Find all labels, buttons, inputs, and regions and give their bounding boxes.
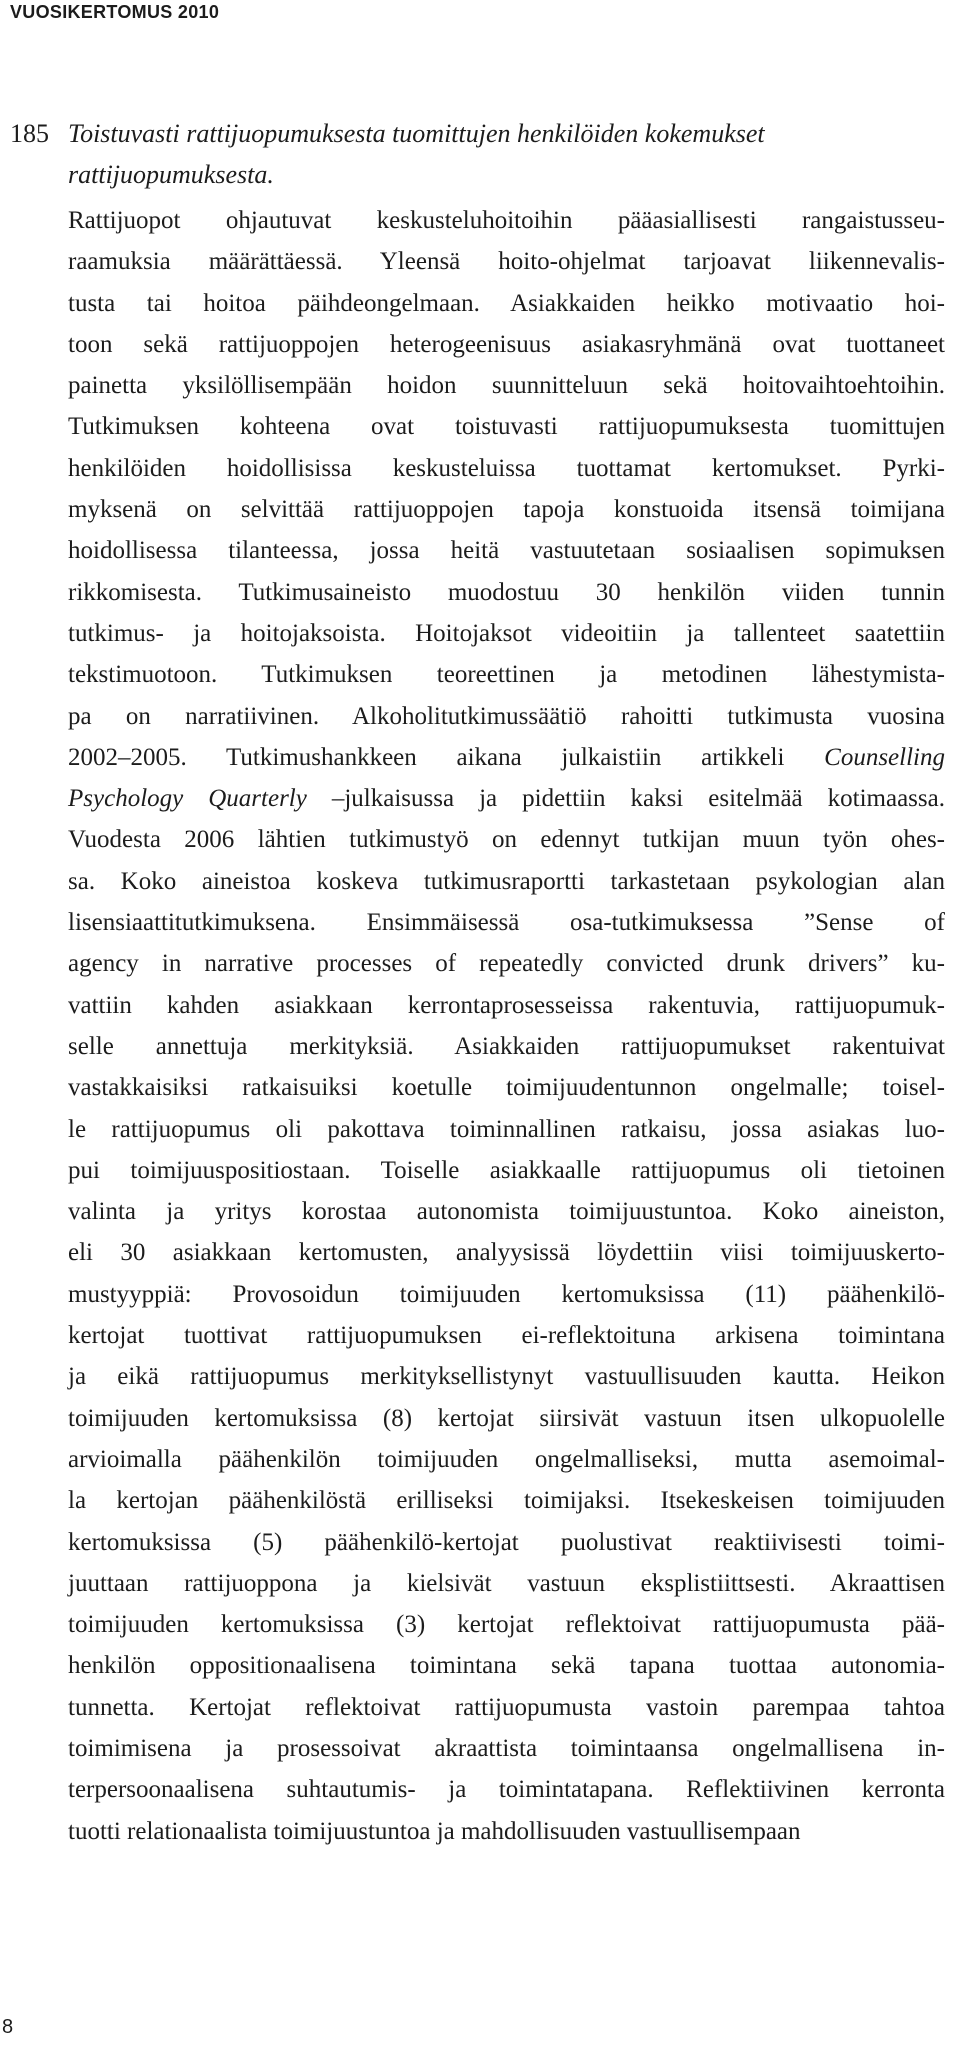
text-line-with-journal xyxy=(68,737,945,778)
text-line: agency in narrative processes of repeatedly convicted drunk drivers” ku- xyxy=(68,950,945,978)
text-line: kertojat tuottivat rattijuopumuksen ei-reflektoituna arkisena toimintana xyxy=(68,1322,945,1350)
text-line: le rattijuopumus oli pakottava toiminnallinen ratkaisu, jossa asiakas luo- xyxy=(68,1115,945,1143)
journal-name-part: Psychology Quarterly xyxy=(68,785,307,813)
text-line: juuttaan rattijuoppona ja kielsivät vastuun eksplistiittsesti. Akraattisen xyxy=(68,1569,945,1597)
text-line: toimimisena ja prosessoivat akraattista toimintaansa ongelmallisena in- xyxy=(68,1734,945,1762)
text-line: Rattijuopot ohjautuvat keskusteluhoitoihin pääasiallisesti rangaistusseu- xyxy=(68,207,945,234)
text-line: toimijuuden kertomuksissa (8) kertojat siirsivät vastuun itsen ulkopuolelle xyxy=(68,1404,945,1432)
text-line: Vuodesta 2006 lähtien tutkimustyö on edennyt tutkijan muun työn ohes- xyxy=(68,826,945,854)
text-line: tutkimus- ja hoitojaksoista. Hoitojaksot videoitiin ja tallenteet saatettiin xyxy=(68,619,945,647)
text-line: la kertojan päähenkilöstä erilliseksi toimijaksi. Itsekeskeisen toimijuuden xyxy=(68,1487,945,1515)
text-segment: – xyxy=(306,785,345,813)
text-line: vattiin kahden asiakkaan kerrontaprosesseissa rakentuvia, rattijuopumuk- xyxy=(68,991,945,1019)
text-line: ja eikä rattijuopumus merkityksellistynyt vastuullisuuden kautta. Heikon xyxy=(68,1363,945,1391)
text-line: hoidollisessa tilanteessa, jossa heitä vastuutetaan sosiaalisen sopimuksen xyxy=(68,537,945,565)
journal-name-part: Counselling xyxy=(824,743,945,771)
text-line: kertomuksissa (5) päähenkilö-kertojat puolustivat reaktiivisesti toimi- xyxy=(68,1528,945,1556)
entry-title: Toistuvasti rattijuopumuksesta tuomittujen henkilöiden kokemukset rattijuopumuksesta. xyxy=(68,119,765,189)
text-line-with-journal xyxy=(68,778,945,819)
text-line: tusta tai hoitoa päihdeongelmaan. Asiakkaiden heikko motivaatio hoi- xyxy=(68,289,945,317)
text-line: pui toimijuuspositiostaan. Toiselle asiakkaalle rattijuopumus oli tietoinen xyxy=(68,1156,945,1184)
text-line: toon sekä rattijuoppojen heterogeenisuus asiakasryhmänä ovat tuottaneet xyxy=(68,330,945,358)
text-line: henkilöiden hoidollisissa keskusteluissa tuottamat kertomukset. Pyrki- xyxy=(68,454,945,482)
text-line: tekstimuotoon. Tutkimuksen teoreettinen ja metodinen lähestymista- xyxy=(68,661,945,689)
text-line: valinta ja yritys korostaa autonomista toimijuustuntoa. Koko aineiston, xyxy=(68,1198,945,1226)
text-line: eli 30 asiakkaan kertomusten, analyysissä löydettiin viisi toimijuuskerto- xyxy=(68,1239,945,1267)
text-line: arvioimalla päähenkilön toimijuuden ongelmalliseksi, mutta asemoimal- xyxy=(68,1445,945,1473)
text-segment: 2002–2005. Tutkimushankkeen aikana julkaistiin artikkeli xyxy=(68,743,825,771)
text-line: raamuksia määrättäessä. Yleensä hoito-ohjelmat tarjoavat liikennevalis- xyxy=(68,248,945,276)
text-line: selle annettuja merkityksiä. Asiakkaiden rattijuopumukset rakentuivat xyxy=(68,1032,945,1060)
text-line: mustyyppiä: Provosoidun toimijuuden kertomuksissa (11) päähenkilö- xyxy=(68,1280,945,1308)
text-line: myksenä on selvittää rattijuoppojen tapoja konstuoida itsensä toimijana xyxy=(68,496,945,524)
running-head: VUOSIKERTOMUS 2010 xyxy=(10,2,220,22)
text-line: rikkomisesta. Tutkimusaineisto muodostuu 30 henkilön viiden tunnin xyxy=(68,578,945,606)
entry-number: 185 xyxy=(10,119,49,148)
text-line: henkilön oppositionaalisena toimintana sekä tapana tuottaa autonomia- xyxy=(68,1652,945,1680)
text-line: sa. Koko aineistoa koskeva tutkimusraportti tarkastetaan psykologian alan xyxy=(68,867,945,895)
text-line: tuotti relationaalista toimijuustuntoa ja mahdollisuuden vastuullisempaan xyxy=(68,1817,801,1845)
text-line: pa on narratiivinen. Alkoholitutkimussäätiö rahoitti tutkimusta vuosina xyxy=(68,702,945,730)
text-line: lisensiaattitutkimuksena. Ensimmäisessä osa-tutkimuksessa ”Sense of xyxy=(68,909,945,937)
abstract-text xyxy=(68,200,945,1852)
text-line: Tutkimuksen kohteena ovat toistuvasti rattijuopumuksesta tuomittujen xyxy=(68,413,945,441)
text-segment: julkaisussa ja pidettiin kaksi esitelmää kotimaassa. xyxy=(344,785,945,813)
text-line: tunnetta. Kertojat reflektoivat rattijuopumusta vastoin parempaa tahtoa xyxy=(68,1693,945,1721)
text-line: toimijuuden kertomuksissa (3) kertojat reflektoivat rattijuopumusta pää- xyxy=(68,1611,945,1639)
page-number: 8 xyxy=(2,2016,14,2038)
text-line: painetta yksilöllisempään hoidon suunnitteluun sekä hoitovaihtoehtoihin. xyxy=(68,372,945,400)
text-line: vastakkaisiksi ratkaisuiksi koetulle toimijuudentunnon ongelmalle; toisel- xyxy=(68,1074,945,1102)
text-line: terpersoonaalisena suhtautumis- ja toimintatapana. Reflektiivinen kerronta xyxy=(68,1776,945,1804)
